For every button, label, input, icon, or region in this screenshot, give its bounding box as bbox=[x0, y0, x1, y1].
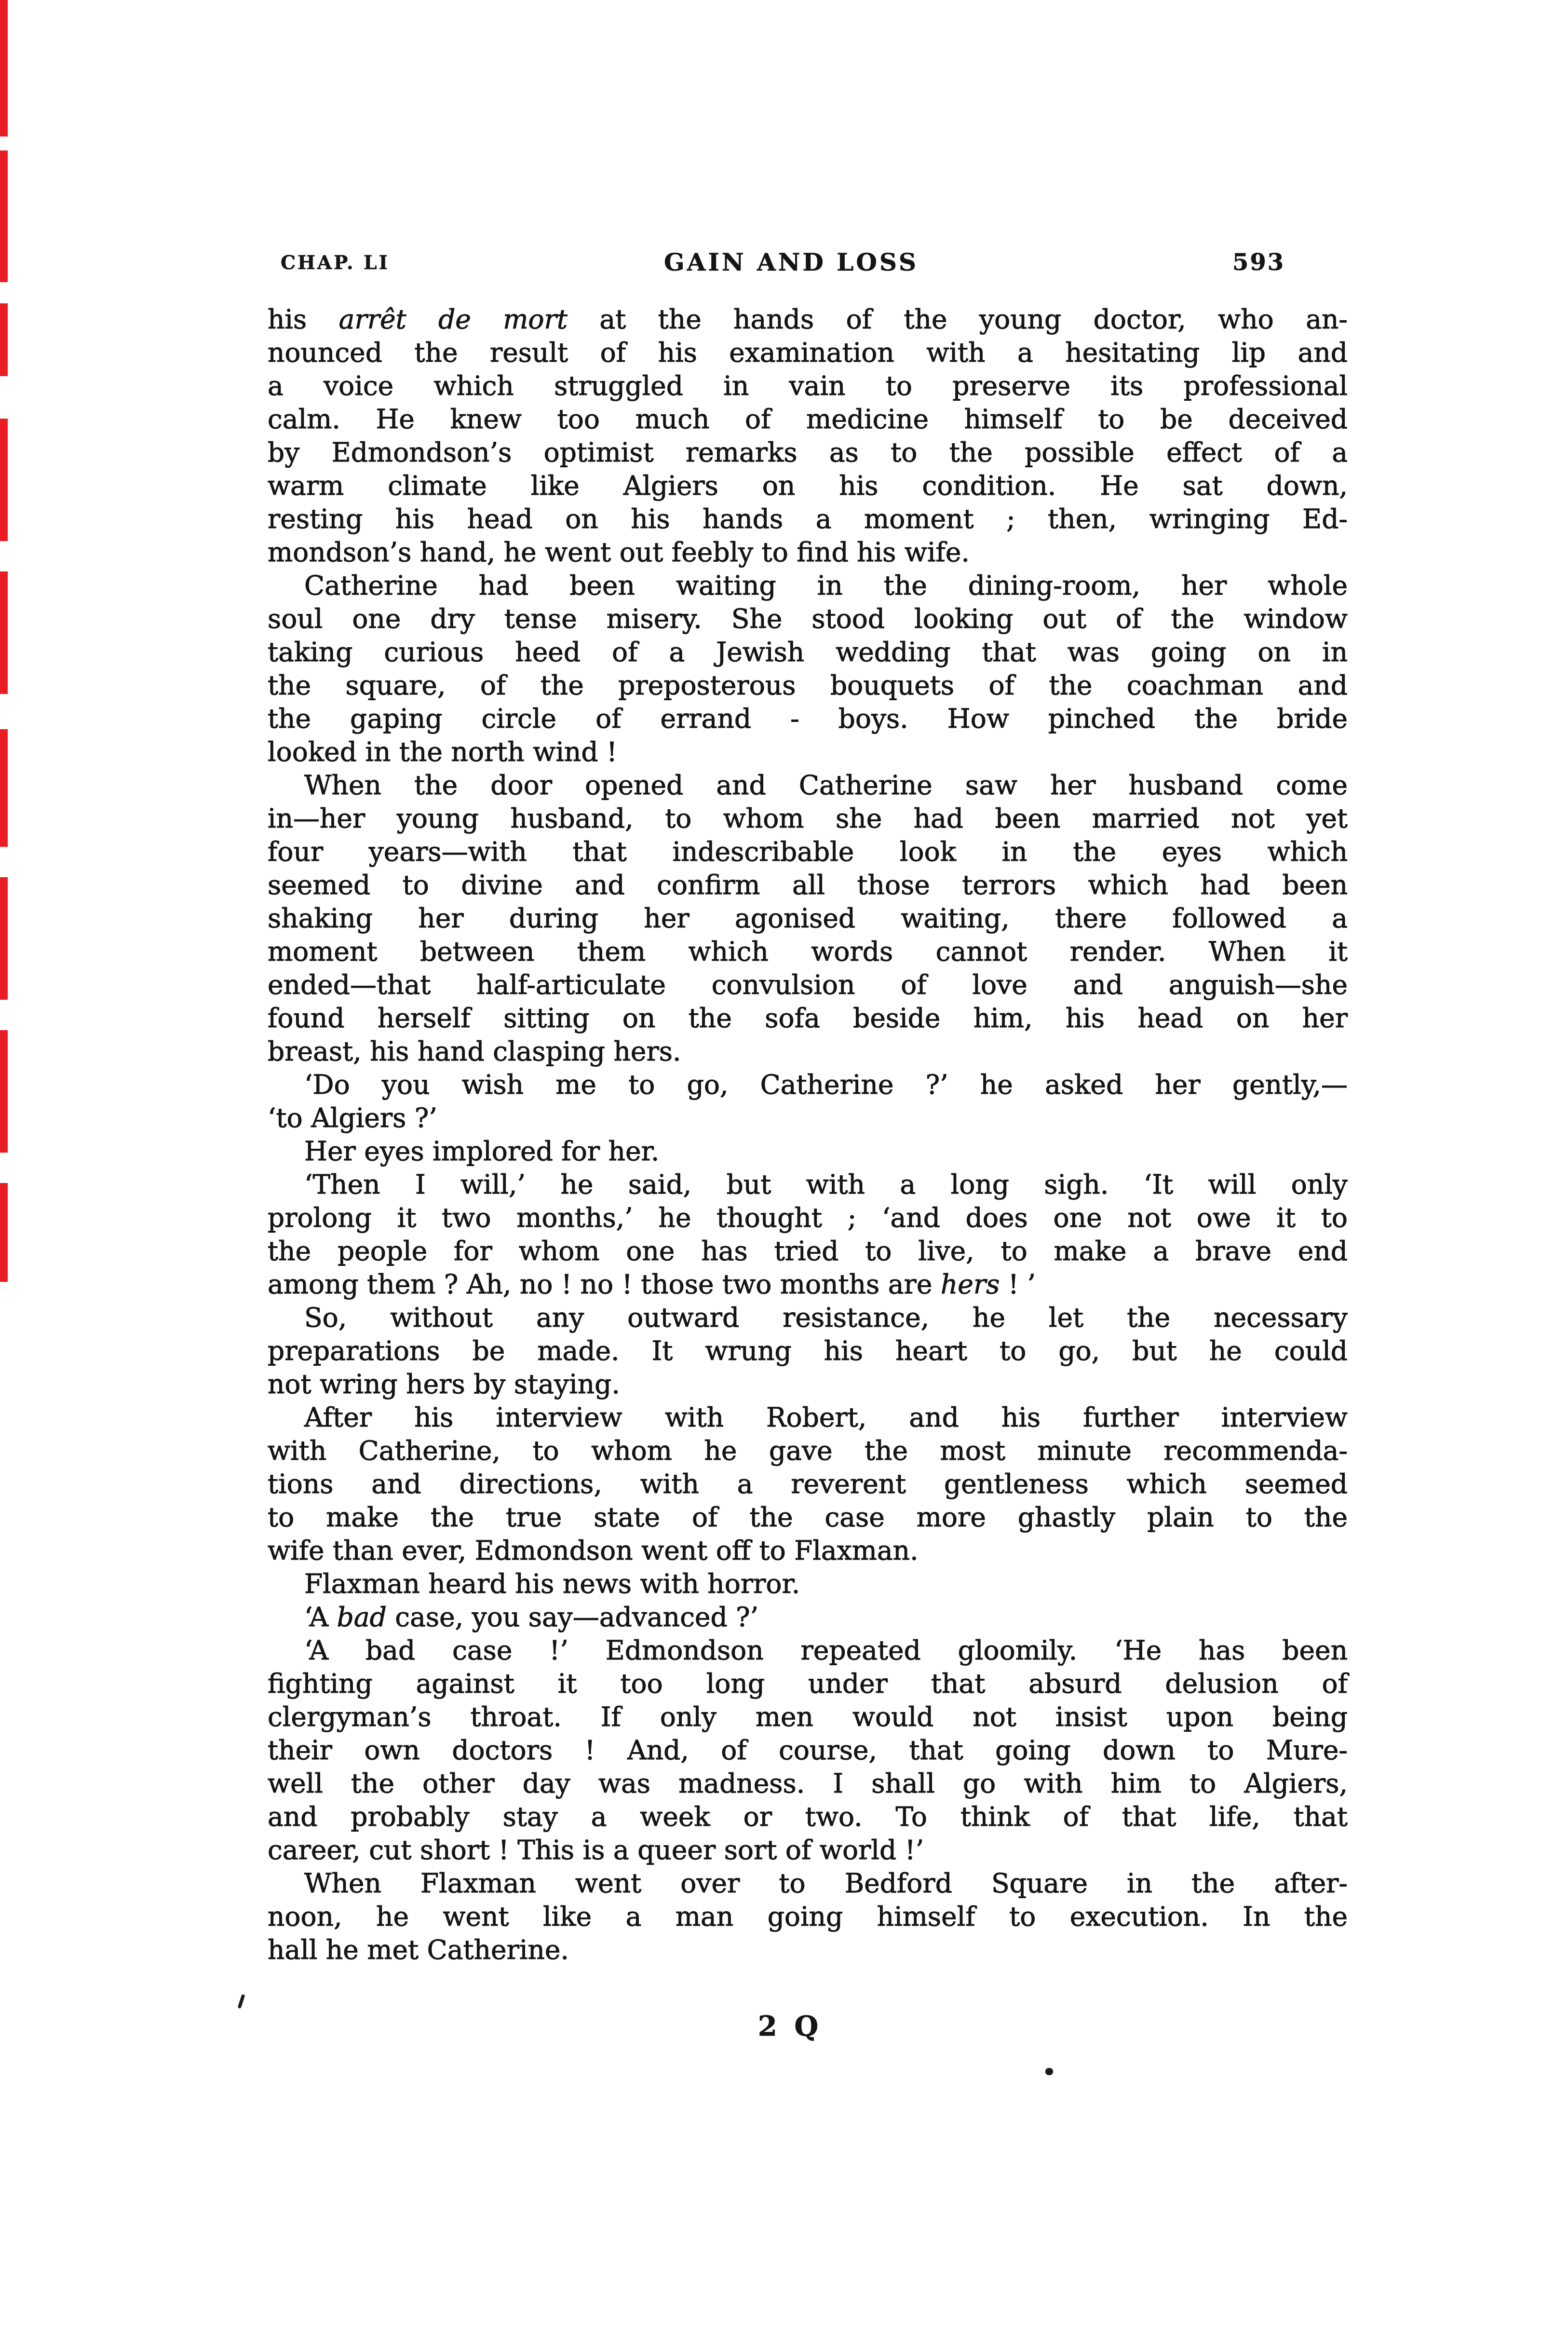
body-line: a voice which struggled in vain to preserve its professional bbox=[268, 370, 1348, 401]
page-title: GAIN AND LOSS bbox=[663, 248, 919, 276]
body-line: career, cut short ! This is a queer sort of world !’ bbox=[268, 1835, 924, 1865]
body-line: by Edmondson’s optimist remarks as to the possible effect of a bbox=[268, 437, 1348, 468]
printer-signature: 2 Q bbox=[758, 2010, 823, 2042]
body-line: looked in the north wind ! bbox=[268, 736, 618, 767]
body-line: with Catherine, to whom he gave the most minute recommenda- bbox=[268, 1435, 1348, 1466]
body-line: ‘Then I will,’ he said, but with a long sigh. ‘It will only bbox=[304, 1169, 1348, 1200]
chapter-label: CHAP. LI bbox=[281, 252, 390, 274]
body-line: his arrêt de mort at the hands of the young doctor, who an- bbox=[268, 304, 1348, 335]
body-text bbox=[268, 303, 1348, 1967]
body-line: not wring hers by staying. bbox=[268, 1369, 620, 1400]
body-line: warm climate like Algiers on his condition. He sat down, bbox=[268, 470, 1348, 501]
body-line: ‘Do you wish me to go, Catherine ?’ he asked her gently,— bbox=[304, 1069, 1348, 1100]
body-line: to make the true state of the case more ghastly plain to the bbox=[268, 1502, 1348, 1533]
body-line: the gaping circle of errand - boys. How pinched the bride bbox=[268, 703, 1348, 734]
body-line: Flaxman heard his news with horror. bbox=[304, 1568, 800, 1599]
scan-speck bbox=[1045, 2068, 1053, 2075]
body-line: the people for whom one has tried to live, to make a brave end bbox=[268, 1236, 1348, 1266]
body-line: breast, his hand clasping hers. bbox=[268, 1036, 681, 1067]
body-line: ‘to Algiers ?’ bbox=[268, 1102, 437, 1133]
film-edge-dash bbox=[0, 571, 8, 694]
body-line: among them ? Ah, no ! no ! those two months are hers ! ’ bbox=[268, 1269, 1036, 1300]
body-line: When the door opened and Catherine saw her husband come bbox=[304, 770, 1348, 801]
body-line: their own doctors ! And, of course, that going down to Mure- bbox=[268, 1735, 1348, 1766]
film-edge-dash bbox=[0, 729, 8, 847]
film-edge-dash bbox=[0, 303, 8, 376]
film-edge-dash bbox=[0, 419, 8, 541]
body-line: fighting against it too long under that absurd delusion of bbox=[268, 1668, 1348, 1699]
film-edge-dash bbox=[0, 150, 8, 282]
body-line: well the other day was madness. I shall go with him to Algiers, bbox=[268, 1768, 1348, 1799]
body-line: Her eyes implored for her. bbox=[304, 1136, 660, 1167]
body-line: moment between them which words cannot render. When it bbox=[268, 936, 1348, 967]
film-edge-dash bbox=[0, 1030, 8, 1153]
body-line: ‘A bad case, you say—advanced ?’ bbox=[304, 1602, 759, 1632]
body-line: mondson’s hand, he went out feebly to find his wife. bbox=[268, 537, 970, 568]
film-edge bbox=[0, 0, 9, 2352]
film-edge-dash bbox=[0, 877, 8, 1000]
body-line: clergyman’s throat. If only men would not insist upon being bbox=[268, 1701, 1348, 1732]
body-line: the square, of the preposterous bouquets of the coachman and bbox=[268, 670, 1348, 701]
body-line: preparations be made. It wrung his heart to go, but he could bbox=[268, 1335, 1348, 1366]
body-line: resting his head on his hands a moment ; then, wringing Ed- bbox=[268, 503, 1348, 534]
body-line: taking curious heed of a Jewish wedding that was going on in bbox=[268, 637, 1348, 667]
body-line: Catherine had been waiting in the dining-room, her whole bbox=[304, 570, 1348, 601]
body-line: shaking her during her agonised waiting, there followed a bbox=[268, 903, 1348, 934]
body-line: So, without any outward resistance, he let the necessary bbox=[304, 1302, 1348, 1333]
body-line: and probably stay a week or two. To think of that life, that bbox=[268, 1801, 1348, 1832]
body-line: found herself sitting on the sofa beside him, his head on her bbox=[268, 1003, 1348, 1033]
scan-speck bbox=[238, 1994, 245, 2009]
body-line: four years—with that indescribable look in the eyes which bbox=[268, 836, 1348, 867]
body-line: nounced the result of his examination with a hesitating lip and bbox=[268, 337, 1348, 368]
body-line: calm. He knew too much of medicine himself to be deceived bbox=[268, 404, 1348, 435]
running-head bbox=[0, 0, 1568, 276]
body-line: in—her young husband, to whom she had been married not yet bbox=[268, 803, 1348, 834]
body-line: seemed to divine and confirm all those terrors which had been bbox=[268, 870, 1348, 900]
body-line: wife than ever, Edmondson went off to Flaxman. bbox=[268, 1535, 919, 1566]
body-line: ended—that half-articulate convulsion of love and anguish—she bbox=[268, 969, 1348, 1000]
body-line: prolong it two months,’ he thought ; ‘and does one not owe it to bbox=[268, 1202, 1348, 1233]
film-edge-dash bbox=[0, 1183, 8, 1282]
body-line: tions and directions, with a reverent gentleness which seemed bbox=[268, 1468, 1348, 1499]
body-line: hall he met Catherine. bbox=[268, 1934, 569, 1965]
page-number: 593 bbox=[1232, 249, 1285, 276]
body-line: soul one dry tense misery. She stood looking out of the window bbox=[268, 603, 1348, 634]
body-line: When Flaxman went over to Bedford Square in the after- bbox=[304, 1868, 1348, 1899]
body-line: ‘A bad case !’ Edmondson repeated gloomily. ‘He has been bbox=[304, 1635, 1348, 1666]
body-line: noon, he went like a man going himself to execution. In the bbox=[268, 1901, 1348, 1932]
body-line: After his interview with Robert, and his further interview bbox=[304, 1402, 1348, 1433]
